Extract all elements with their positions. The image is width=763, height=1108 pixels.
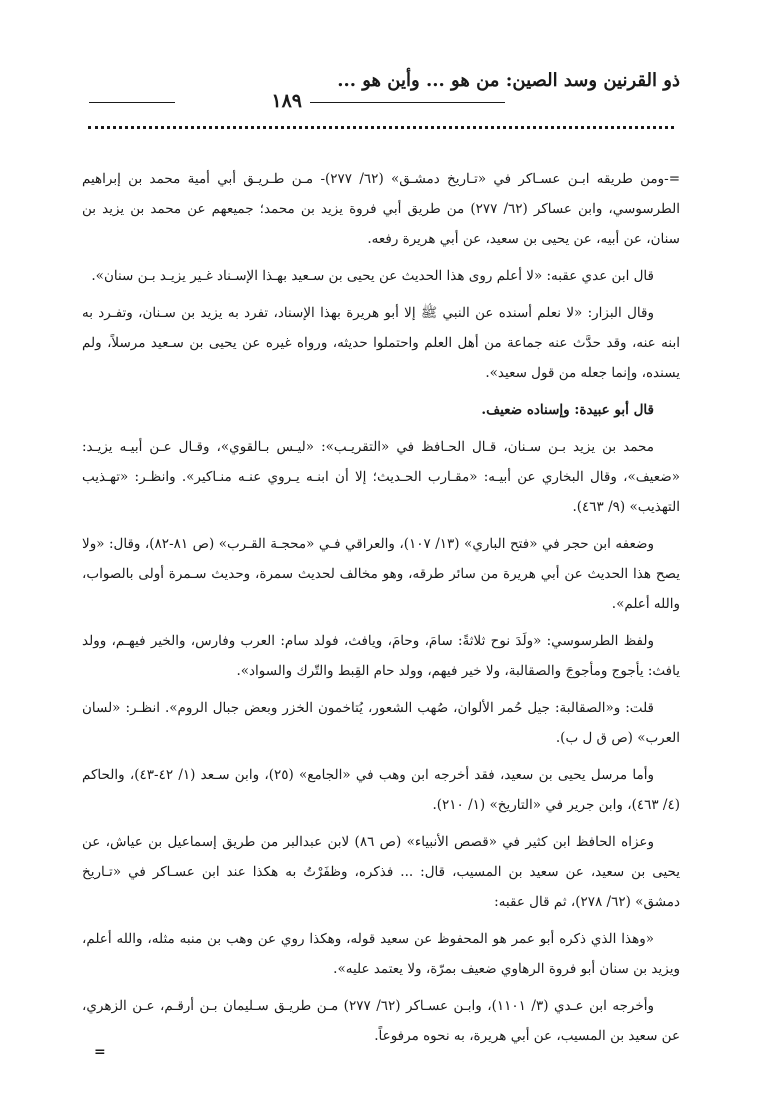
footnote-paragraph: =-ومن طريقه ابـن عسـاكر في «تـاريخ دمشـق» (٦٢/ ٢٧٧)- مـن طـريـق أبي أمية محمد بن إبراهيم الطرسوسي، وابن عساكر (٦٢/ ٢٧٧) من طريق أبي فروة يزيد بن محمد؛ جميعهم عن محمد بن يزيد بن سنان، عن أبيه، عن يحيى بن سعيد، عن أبي هريرة رفعه. [82, 171, 681, 247]
page-number: ١٨٩ [271, 90, 302, 112]
footnote-paragraph: وأما مرسل يحيى بن سعيد، فقد أخرجه ابن وهب في «الجامع» (٢٥)، وابن سـعد (١/ ٤٢-٤٣)، والحاكم (٤/ ٤٦٣)، وابن جرير في «التاريخ» (١/ ٢١٠). [82, 767, 680, 813]
chapter-title: ذو القرنين وسد الصين: من هو ... وأين هو ... [337, 70, 680, 91]
footnote-paragraph: ولفظ الطرسوسي: «ولَدَ نوح ثلاثةً: سامَ، وحامَ، ويافث، فولد سام: العرب وفارس، والخير فيهـم، وولد يافث: يأجوج ومأجوجَ والصقالبة، ولا خير فيهم، وولد حام القِبط والتّرك والسواد». [82, 633, 680, 679]
footnote-paragraph: قلت: و«الصقالبة: جيل حُمر الألوان، صُهب الشعور، يُتاخمون الخزر وبعض جبال الروم». انظـر: «لسان العرب» (ص ق ل ب). [82, 700, 680, 746]
footnote-paragraph: وقال البزار: «لا نعلم أسنده عن النبي ﷺ إلا أبو هريرة بهذا الإسناد، تفرد به يزيد بن سـنان، وتفـرد به ابنه عنه، وقد حدَّث عنه جماعة من أهل العلم واحتملوا حديثه، ورواه غيره عن يحيى بن سـعيد مرسلاً، ولم يسنده، وإنما جعله من قول سعيد». [82, 305, 680, 381]
footnote-paragraph: قال ابن عدي عقبه: «لا أعلم روى هذا الحديث عن يحيى بن سـعيد بهـذا الإسـناد غـير يزيـد بـن سنان». [91, 268, 654, 284]
footnote-paragraph: «وهذا الذي ذكره أبو عمر هو المحفوظ عن سعيد قوله، وهكذا روي عن وهب بن منبه مثله، والله أعلم، ويزيد بن سنان أبو فروة الرهاوي ضعيف بمرّة، ولا يعتمد عليه». [82, 931, 680, 977]
footnote-body [82, 164, 680, 1058]
footnote-paragraph: قال أبو عبيدة: وإسناده ضعيف. [481, 402, 654, 418]
header-rule [89, 102, 175, 103]
footnote-paragraph: وضعفه ابن حجر في «فتح الباري» (١٣/ ١٠٧)، والعراقي فـي «محجـة القـرب» (ص ٨١-٨٢)، وقال: «ولا يصح هذا الحديث عن أبي هريرة من سائر طرقه، وهو مخالف لحديث سمرة، وحديث سـمرة أولى بالصواب، والله أعلم». [82, 536, 680, 612]
header-rule [310, 102, 505, 103]
footnote-paragraph: وأخرجه ابن عـدي (٣/ ١١٠١)، وابـن عسـاكر (٦٢/ ٢٧٧) مـن طريـق سـليمان بـن أرقـم، عـن الزهري، عن سعيد بن المسيب، عن أبي هريرة، به نحوه مرفوعاً. [82, 998, 680, 1044]
running-header [88, 60, 680, 112]
continuation-mark: = [94, 1044, 106, 1060]
footnote-paragraph: وعزاه الحافظ ابن كثير في «قصص الأنبياء» (ص ٨٦) لابن عبدالبر من طريق إسماعيل بن عياش، عن يحيى بن سعيد، عن سعيد بن المسيب، قال: ... فذكره، وظفَرْتُ به هكذا عند ابن عسـاكر في «تـاريخ دمشق» (٦٢/ ٢٧٨)، ثم قال عقبه: [82, 834, 680, 910]
footnote-separator [88, 126, 674, 129]
footnote-paragraph: محمد بن يزيد بـن سـنان، قـال الحـافظ في «التقريـب»: «ليـس بـالقوي»، وقـال عـن أبيـه يزيـد: «ضعيف»، وقال البخاري عن أبيـه: «مقـارب الحـديث؛ إلا أن ابنـه يـروي عنـه منـاكير». وانظـر: «تهـذيب التهذيب» (٩/ ٤٦٣). [82, 439, 680, 515]
